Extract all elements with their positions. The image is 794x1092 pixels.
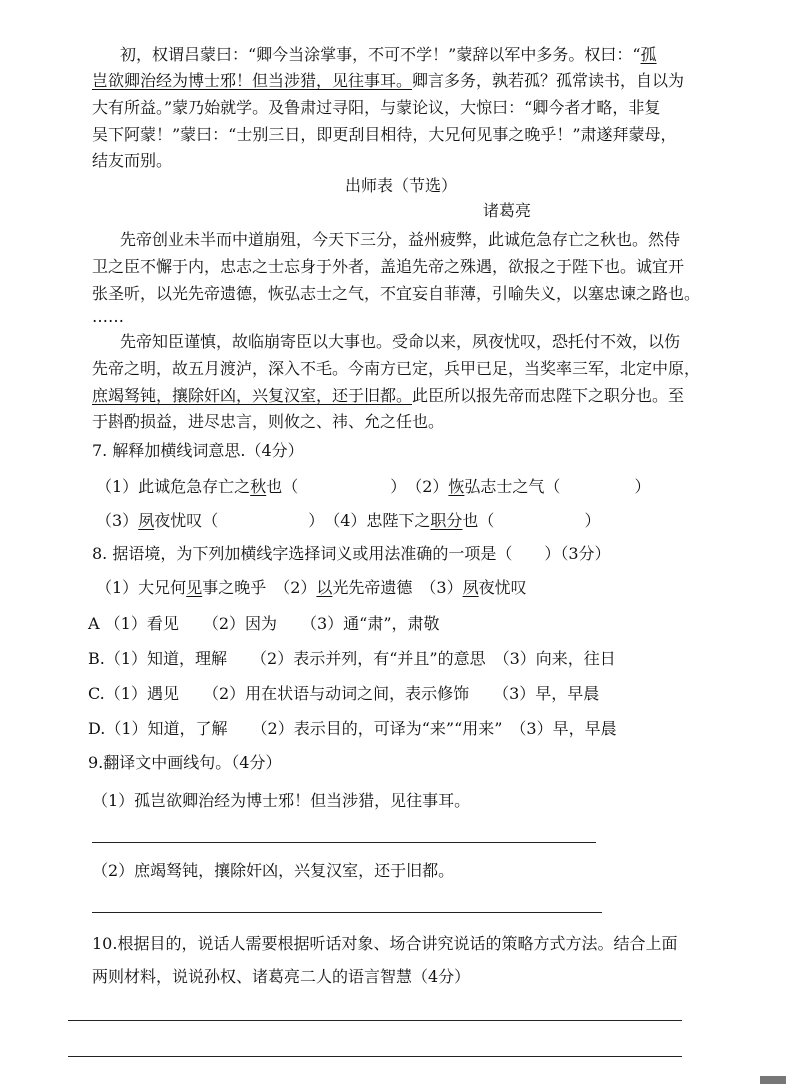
answer-line[interactable] [68,1056,682,1057]
text: 夜忧叹（ [154,511,219,530]
q8-option-a[interactable]: A （1）看见 （2）因为 （3）通“肃”，肃敬 [88,614,440,633]
q8-option-c[interactable]: C.（1）遇见 （2）用在状语与动词之间，表示修饰 （3）早，早晨 [88,684,600,703]
passage2-p2-line4: 于斟酌损益，进尽忠言，则攸之、祎、允之任也。 [92,412,445,431]
text: 光先帝遗德 （3） [332,578,463,597]
underlined-word: 见 [186,578,203,597]
passage2-p1-line1: 先帝创业未半而中道崩殂，今天下三分，益州疲弊，此诚危急存亡之秋也。然侍 [120,230,681,249]
q9-sentence-2: （2）庶竭驽钝，攘除奸凶，兴复汉室，还于旧都。 [92,861,455,880]
passage1-line4: 吴下阿蒙！”蒙曰：“士别三日，即更刮目相待，大兄何见事之晚乎！”肃遂拜蒙母， [92,125,677,144]
q7-row1 [96,476,650,498]
text: ） （2） [390,477,449,496]
text: 此臣所以报先帝而忠陛下之职分也。至 [412,386,685,405]
text: ） [634,477,651,496]
text: 也（ [266,477,299,496]
text: （3） [96,511,139,530]
passage1-line3: 大有所益。”蒙乃始就学。及鲁肃过寻阳，与蒙论议，大惊曰：“卿今者才略，非复 [92,98,661,117]
underlined-sentence: 岂欲卿治经为博士邪！但当涉猎，见往事耳。 [92,71,413,90]
text: 事之晚乎 （2） [202,578,317,597]
answer-line[interactable] [68,1020,682,1021]
answer-line[interactable] [92,912,602,913]
text: （1）此诚危急存亡之 [96,477,251,496]
q8-items [96,577,527,599]
passage1-line2 [92,70,684,92]
underlined-sentence: 庶竭驽钝，攘除奸凶，兴复汉室，还于旧都。 [92,386,413,405]
passage2-author: 诸葛亮 [483,201,532,220]
q9-stem: 9.翻译文中画线句。（4分） [88,753,282,772]
passage2-p2-line2: 先帝之明，故五月渡泸，深入不毛。今南方已定，兵甲已足，当奖率三军，北定中原， [92,359,701,378]
passage2-p2-line1: 先帝知臣谨慎，故临崩寄臣以大事也。受命以来，夙夜忧叹，恐托付不效，以伤 [120,332,681,351]
q10-line2: 两则材料，说说孙权、诸葛亮二人的语言智慧（4分） [92,967,471,986]
underlined-word: 秋 [250,477,267,496]
q7-stem: 7. 解释加横线词意思.（4分） [92,441,304,460]
q8-stem: 8. 据语境，为下列加横线字选择词义或用法准确的一项是（ ）（3分） [92,544,611,563]
underlined-word: 夙 [462,578,479,597]
q10-line1: 10.根据目的，说话人需要根据听话对象、场合讲究说话的策略方式方法。结合上面 [92,934,678,953]
passage1-line1 [120,44,657,66]
ellipsis: …… [92,307,124,326]
underlined-text: 孤 [640,45,657,64]
underlined-word: 以 [316,578,333,597]
text: ） （4）忠陛下之 [308,511,431,530]
passage2-p1-line2: 卫之臣不懈于内，忠志之士忘身于外者，盖追先帝之殊遇，欲报之于陛下也。诚宜开 [92,257,685,276]
text: 弘志士之气（ [464,477,561,496]
text: 卿言多务，孰若孤？孤常读书，自以为 [412,71,685,90]
q8-option-b[interactable]: B.（1）知道，理解 （2）表示并列，有“并且”的意思 （3）向来，往日 [88,649,616,668]
watermark-logo [760,1076,786,1084]
text: 初，权谓吕蒙曰：“卿今当涂掌事，不可不学！”蒙辞以军中多务。权曰：“ [120,45,641,64]
passage2-title: 出师表（节选） [345,176,458,195]
answer-line[interactable] [92,842,596,843]
passage2-p2-line3 [92,385,684,407]
underlined-word: 职分 [430,511,463,530]
passage1-line5: 结友而别。 [92,151,173,170]
q9-sentence-1: （1）孤岂欲卿治经为博士邪！但当涉猎，见往事耳。 [92,791,471,810]
text: 也（ [462,511,495,530]
text: （1）大兄何 [96,578,187,597]
q7-row2 [96,510,600,532]
q8-option-d[interactable]: D.（1）知道，了解 （2）表示目的，可译为“来”“用来” （3）早，早晨 [88,719,617,738]
text: 夜忧叹 [478,578,527,597]
text: ） [584,511,601,530]
underlined-word: 夙 [138,511,155,530]
passage2-p1-line3: 张圣听，以光先帝遗德，恢弘志士之气，不宜妄自菲薄，引喻失义，以塞忠谏之路也。 [92,284,701,303]
underlined-word: 恢 [448,477,465,496]
